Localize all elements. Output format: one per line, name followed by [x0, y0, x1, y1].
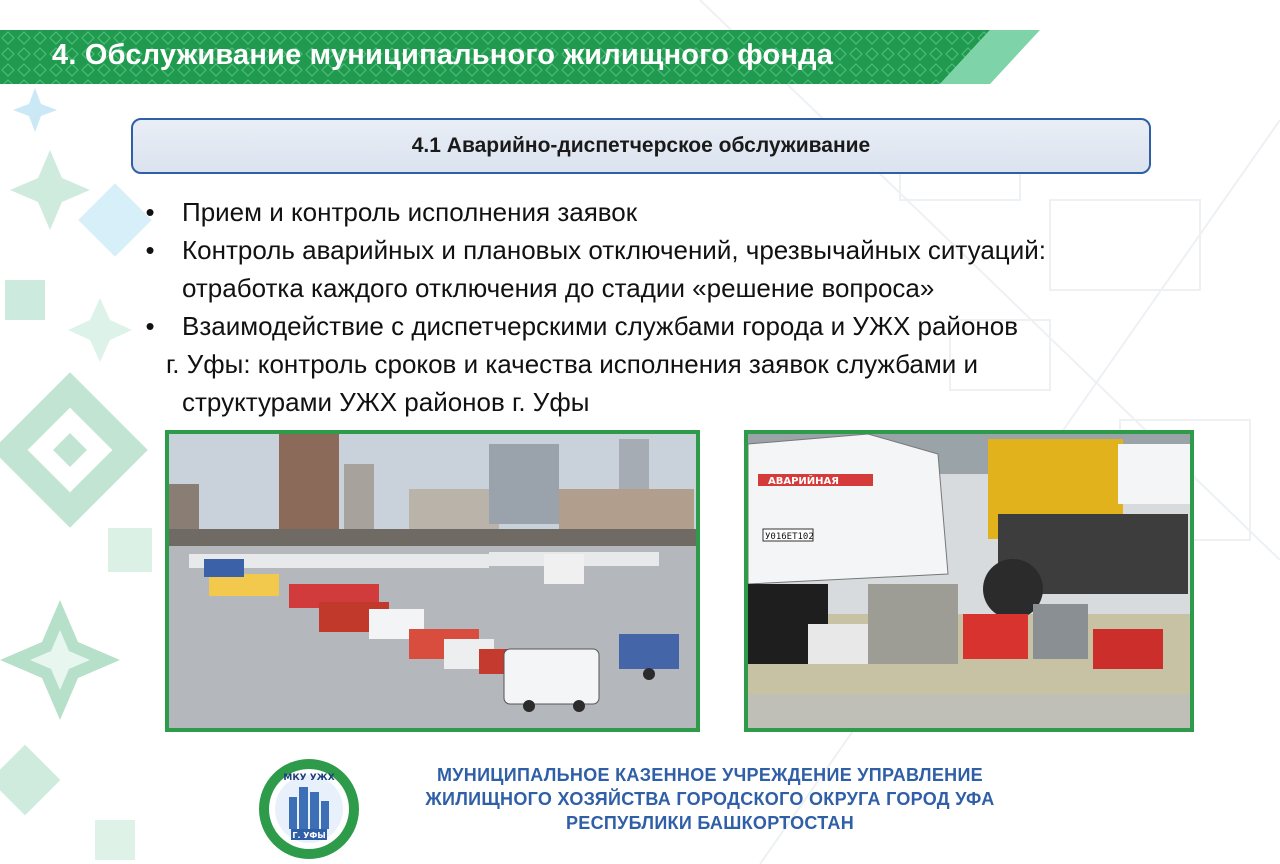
photo-vehicle-parade: [165, 430, 700, 732]
bullet-marker: •: [145, 197, 155, 227]
footer-line: ЖИЛИЩНОГО ХОЗЯЙСТВА ГОРОДСКОГО ОКРУГА ГОРОД УФА: [425, 789, 995, 809]
header-bar: [0, 30, 1040, 84]
bullet-item: [140, 193, 1220, 231]
bullet-continuation: [140, 345, 1220, 383]
bullet-continuation: [140, 383, 1220, 421]
bullet-text: структурами УЖХ районов г. Уфы: [182, 387, 590, 417]
section-subtitle-box: [131, 118, 1151, 174]
page-title: 4. Обслуживание муниципального жилищного фонда: [52, 39, 834, 71]
license-plate: У016ЕТ102: [765, 532, 814, 542]
bullet-text: Взаимодействие с диспетчерскими службами города и УЖХ районов: [182, 311, 1019, 341]
bullet-item: [140, 307, 1220, 345]
logo-top-text: МКУ УЖХ: [283, 773, 335, 783]
bullet-list: [140, 193, 1220, 421]
section-subtitle: 4.1 Аварийно-диспетчерское обслуживание: [411, 134, 871, 157]
bullet-marker: •: [145, 311, 155, 341]
bullet-text: Контроль аварийных и плановых отключений, чрезвычайных ситуаций:: [182, 235, 1046, 265]
organization-name: [395, 763, 1025, 835]
bullet-item: [140, 231, 1220, 307]
logo-bottom-text: Г. УФЫ: [292, 831, 326, 840]
photo-emergency-equipment: [744, 430, 1194, 732]
bullet-text: Прием и контроль исполнения заявок: [182, 197, 638, 227]
organization-logo: [257, 757, 361, 861]
footer-line: РЕСПУБЛИКИ БАШКОРТОСТАН: [565, 813, 855, 833]
bullet-text: г. Уфы: контроль сроков и качества исполнения заявок службами и: [166, 349, 979, 379]
bullet-text: отработка каждого отключения до стадии «решение вопроса»: [182, 273, 935, 303]
bullet-marker: •: [145, 235, 155, 265]
vehicle-label: АВАРИЙНАЯ: [768, 476, 839, 487]
footer-line: МУНИЦИПАЛЬНОЕ КАЗЕННОЕ УЧРЕЖДЕНИЕ УПРАВЛЕНИЕ: [436, 765, 983, 785]
